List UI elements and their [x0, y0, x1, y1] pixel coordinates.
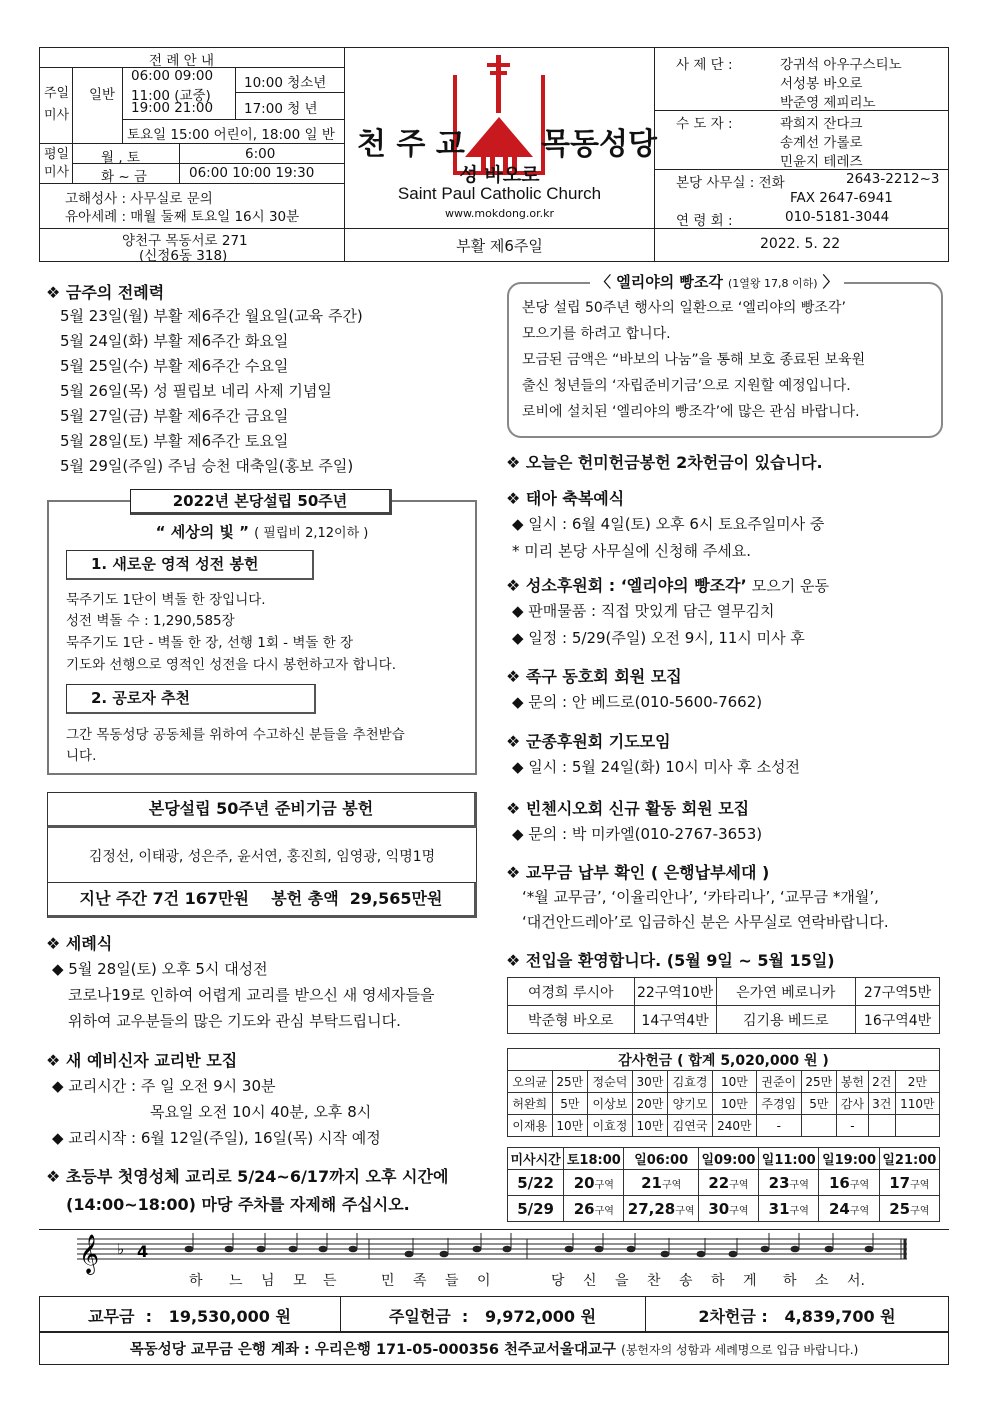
mass-district-unit: 구역 [910, 1179, 930, 1191]
elijah-line: 모으기를 하려고 합니다. [522, 326, 671, 342]
mass-district-number: 27,28 [627, 1199, 676, 1218]
lyric-syllable: 찬 [647, 1273, 661, 1289]
baptism-line: ◆ 5월 28일(토) 오후 5시 대성전 [52, 960, 268, 978]
first-communion-line: ❖ 초등부 첫영성체 교리로 5/24~6/17까지 오후 시간에 [46, 1167, 449, 1186]
tue-fri: 화 ~ 금 [101, 169, 147, 185]
divider [39, 183, 345, 184]
office-phone[interactable]: 2643-2212~3 [846, 171, 940, 187]
offering2-notice: ❖ 오늘은 헌미헌금봉헌 2차헌금이 있습니다. [506, 453, 823, 472]
welcome-table [507, 977, 940, 1034]
lyric-syllable: 들 [445, 1273, 459, 1289]
mass-district-unit: 구역 [729, 1205, 749, 1217]
vincent-title: ❖ 빈첸시오회 신규 활동 회원 모집 [506, 799, 750, 818]
english-name: Saint Paul Catholic Church [397, 184, 602, 203]
fetal-title: ❖ 태아 축복예식 [506, 489, 625, 508]
thanks-cell: 20만 [632, 1093, 668, 1115]
lyric-syllable: 느 [229, 1273, 243, 1289]
mass-header-cell: 토18:00 [564, 1148, 624, 1170]
svg-text:♭: ♭ [117, 1240, 125, 1258]
divider [235, 92, 345, 93]
anniversary-sub2: 2. 공로자 추천 [66, 684, 316, 714]
divider [122, 119, 345, 120]
thanks-cell [801, 1115, 837, 1137]
thanks-cell: 양기모 [668, 1093, 713, 1115]
sunday-label: 주일 미사 [44, 86, 70, 123]
thanks-row [508, 1093, 940, 1115]
fetal-line: ◆ 일시 : 6월 4일(토) 오후 6시 토요주일미사 중 [512, 515, 825, 533]
liturgy-item: 5월 23일(월) 부활 제6주간 월요일(교육 주간) [60, 307, 363, 325]
fax-number: FAX 2647-6941 [790, 190, 893, 206]
mass-district-number: 31 [768, 1199, 790, 1218]
divider [72, 163, 345, 164]
military-line: ◆ 일시 : 5월 24일(화) 10시 미사 후 소성전 [512, 758, 801, 776]
mass-date-cell: 5/22 [508, 1170, 564, 1196]
mass-header-row [508, 1148, 940, 1170]
dues-title: ❖ 교무금 납부 확인 ( 은행납부세대 ) [506, 863, 770, 882]
lyric-syllable: 하 [189, 1273, 203, 1289]
liturgy-item: 5월 28일(토) 부활 제6주간 토요일 [60, 432, 289, 450]
mass-district-cell [624, 1170, 698, 1196]
mass-district-number: 24 [828, 1199, 850, 1218]
lyric-syllable: 이 [477, 1273, 491, 1289]
sub1-line: 기도와 선행으로 영적인 성전을 다시 봉헌하고자 합니다. [66, 657, 396, 673]
website[interactable]: www.mokdong.or.kr [444, 207, 555, 220]
elijah-line: 로비에 설치된 ‘엘리야의 빵조각’에 많은 관심 바랍니다. [522, 404, 860, 420]
infant-baptism: 유아세례 : 매월 둘째 토요일 16시 30분 [65, 209, 300, 225]
thanks-title: 감사헌금 ( 합계 5,020,000 원 ) [508, 1049, 940, 1071]
welcome-name: 김기용 베드로 [716, 1006, 856, 1034]
baptism-line: 위하여 교우분들의 많은 기도와 관심 부탁드립니다. [68, 1012, 401, 1030]
thanks-cell: 3건 [868, 1093, 895, 1115]
thanks-cell: 주경임 [757, 1093, 802, 1115]
mass-row [508, 1170, 940, 1196]
lyrics-row [39, 1270, 949, 1292]
mass-district-number: 22 [708, 1173, 730, 1192]
thanks-table [507, 1048, 940, 1137]
legion-phone[interactable]: 010-5181-3044 [785, 209, 890, 225]
mass-district-cell [564, 1196, 624, 1222]
mass-district-unit: 구역 [789, 1205, 809, 1217]
thanks-cell: 240만 [712, 1115, 756, 1137]
schedule-block [39, 47, 345, 262]
anniversary-sub1: 1. 새로운 영적 성전 봉헌 [66, 550, 314, 580]
liturgy-item: 5월 27일(금) 부활 제6주간 금요일 [60, 407, 289, 425]
liturgy-item: 5월 24일(화) 부활 제6주간 화요일 [60, 332, 289, 350]
liturgy-item: 5월 26일(목) 성 필립보 네리 사제 기념일 [60, 382, 332, 400]
liturgy-title: ❖ 금주의 전례력 [46, 283, 165, 302]
church-logo [345, 47, 657, 228]
catechumen-line: ◆ 교리시작 : 6월 12일(주일), 16일(목) 시작 예정 [52, 1129, 381, 1147]
thanks-cell [868, 1115, 895, 1137]
mass-header-cell: 미사시간 [508, 1148, 564, 1170]
sisters-label: 수 도 자 : [676, 116, 733, 132]
lyric-syllable: 족 [413, 1273, 427, 1289]
svg-text:𝄞: 𝄞 [79, 1234, 100, 1274]
elijah-line: 모금된 금액은 “바보의 나눔”을 통해 보호 종료된 보육원 [522, 352, 866, 368]
mass-district-cell [759, 1196, 819, 1222]
schedule-title: 전 례 안 내 [149, 53, 215, 69]
footer-second-offering: 2차헌금 : 4,839,700 원 [698, 1307, 896, 1326]
mass-district-number: 21 [641, 1173, 662, 1192]
thanks-row [508, 1115, 940, 1137]
saturday-line: 토요일 15:00 어린이, 18:00 일 반 [127, 127, 335, 143]
mass-district-number: 25 [889, 1199, 911, 1218]
mass-table [507, 1147, 940, 1222]
mass-district-unit: 구역 [789, 1179, 809, 1191]
anniversary-motto-row [47, 521, 477, 542]
divider [345, 228, 949, 229]
vincent-line: ◆ 문의 : 박 미카엘(010-2767-3653) [512, 825, 763, 843]
youth-time: 10:00 청소년 [244, 75, 327, 91]
bank-account: 목동성당 교무금 은행 계좌 : 우리은행 171-05-000356 천주교서울대교구 [129, 1342, 617, 1358]
tue-fri-times: 06:00 10:00 19:30 [189, 165, 315, 181]
lyric-syllable: 든 [323, 1273, 337, 1289]
anniversary-motto-ref: ( 필립비 2,12이하 ) [254, 526, 369, 541]
lyric-syllable: 게 [743, 1273, 757, 1289]
mass-header-cell: 일21:00 [879, 1148, 939, 1170]
first-communion-line: (14:00~18:00) 마당 주차를 자제해 주십시오. [66, 1195, 410, 1214]
mass-district-number: 30 [708, 1199, 730, 1218]
regular-time-2: 11:00 (교중) [131, 88, 211, 104]
footer-bank [39, 1332, 949, 1365]
divider [654, 110, 949, 111]
lyric-syllable: 서. [847, 1273, 865, 1289]
mass-district-cell [759, 1170, 819, 1196]
priests-label: 사 제 단 : [676, 57, 733, 73]
thanks-cell: 10만 [632, 1115, 668, 1137]
mass-district-number: 26 [573, 1199, 595, 1218]
baptism-title: ❖ 세례식 [46, 934, 113, 953]
regular-time-3: 19:00 21:00 [131, 100, 214, 116]
regular-time-1: 06:00 09:00 [131, 68, 214, 84]
sister-1: 곽희지 잔다크 [780, 116, 863, 132]
thanks-cell: 이효정 [588, 1115, 633, 1137]
mass-district-cell [564, 1170, 624, 1196]
thanks-cell: 5만 [801, 1093, 837, 1115]
elijah-close: 〉 [822, 273, 838, 291]
welcome-district: 16구역4반 [856, 1006, 940, 1034]
sacred-title: ❖ 성소후원회 : ‘엘리야의 빵조각’ [506, 576, 747, 595]
sub1-line: 묵주기도 1단 - 벽돌 한 장, 선행 1회 - 벽돌 한 장 [66, 635, 354, 651]
thanks-cell: 허완희 [508, 1093, 553, 1115]
sacred-line: ◆ 일정 : 5/29(주일) 오전 9시, 11시 미사 후 [512, 629, 805, 647]
weekday-label: 평일 미사 [44, 147, 70, 180]
sub1-line: 성전 벽돌 수 : 1,290,585장 [66, 613, 235, 629]
liturgy-item: 5월 25일(수) 부활 제6주간 수요일 [60, 357, 289, 375]
young-adult-time: 17:00 청 년 [244, 101, 318, 117]
church-name-left: 천 주 교 [357, 127, 465, 162]
lyric-syllable: 하 [783, 1273, 797, 1289]
mass-district-number: 17 [889, 1173, 911, 1192]
sacred-title-tail: 모으기 운동 [751, 577, 829, 595]
mass-district-cell [819, 1196, 879, 1222]
priest-2: 서성봉 바오로 [780, 76, 863, 92]
elijah-line: 출신 청년들의 ‘자립준비기금’으로 지원할 예정입니다. [522, 378, 851, 394]
lyric-syllable: 하 [711, 1273, 725, 1289]
liturgy-item: 5월 29일(주일) 주님 승천 대축일(홍보 주일) [60, 457, 354, 475]
thanks-cell: 정순덕 [588, 1071, 633, 1093]
military-title: ❖ 군종후원회 기도모임 [506, 732, 671, 751]
soccer-line: ◆ 문의 : 안 베드로(010-5600-7662) [512, 693, 763, 711]
mass-district-cell [698, 1170, 758, 1196]
thanks-cell: 5만 [552, 1093, 588, 1115]
mass-district-cell [698, 1196, 758, 1222]
mass-district-unit: 구역 [849, 1179, 870, 1191]
confession: 고해성사 : 사무실로 문의 [65, 191, 213, 207]
thanks-cell: 2만 [895, 1071, 939, 1093]
thanks-cell: 이상보 [588, 1093, 633, 1115]
thanks-cell: 2건 [868, 1071, 895, 1093]
mass-district-cell [879, 1196, 939, 1222]
sacred-line: ◆ 판매물품 : 직접 맛있게 담근 열무김치 [512, 602, 775, 620]
thanks-cell: 김연국 [668, 1115, 713, 1137]
catechumen-line: ◆ 교리시간 : 주 일 오전 9시 30분 [52, 1077, 276, 1095]
catechumen-line: 목요일 오전 10시 40분, 오후 8시 [150, 1103, 372, 1121]
dues-line: ‘대건안드레아’로 입금하신 분은 사무실로 연락바랍니다. [522, 913, 889, 931]
welcome-name: 은가연 베로니카 [716, 978, 856, 1006]
sister-3: 민윤지 테레즈 [780, 154, 863, 170]
thanks-cell: 25만 [801, 1071, 837, 1093]
mass-district-unit: 구역 [675, 1205, 695, 1217]
elijah-line: 본당 설립 50주년 행사의 일환으로 ‘엘리야의 빵조각’ [522, 300, 846, 316]
mass-district-number: 20 [573, 1173, 595, 1192]
legion-label: 연 령 회 : [676, 213, 733, 229]
mass-row [508, 1196, 940, 1222]
mass-district-unit: 구역 [661, 1179, 682, 1191]
thanks-cell [895, 1115, 939, 1137]
church-name-right: 목동성당 [541, 127, 657, 162]
welcome-district: 22구역10반 [634, 978, 716, 1006]
welcome-district: 14구역4반 [634, 1006, 716, 1034]
lyric-syllable: 을 [615, 1273, 629, 1289]
lyric-syllable: 민 [381, 1273, 395, 1289]
lyric-syllable: 송 [679, 1273, 693, 1289]
lyric-syllable: 님 [261, 1273, 275, 1289]
welcome-title: ❖ 전입을 환영합니다. (5월 9일 ~ 5월 15일) [506, 951, 835, 970]
elijah-title-row [590, 271, 844, 292]
dues-line: ‘*월 교무금’, ‘이율리안나’, ‘카타리나’, ‘교무금 *개월’, [522, 888, 879, 906]
office-label: 본당 사무실 : 전화 [676, 175, 785, 191]
fund-donors: 김정선, 이태광, 성은주, 윤서연, 홍진희, 임영광, 익명1명 [88, 849, 436, 865]
mass-district-unit: 구역 [729, 1179, 749, 1191]
mass-district-unit: 구역 [594, 1205, 614, 1217]
mass-district-cell [819, 1170, 879, 1196]
divider [122, 67, 123, 143]
mass-district-number: 16 [828, 1173, 850, 1192]
mass-district-cell [879, 1170, 939, 1196]
mass-district-cell [624, 1196, 698, 1222]
elijah-title: 〈 엘리야의 빵조각 [596, 273, 723, 291]
mass-header-cell: 일09:00 [698, 1148, 758, 1170]
soccer-title: ❖ 족구 동호회 회원 모집 [506, 667, 682, 686]
elijah-ref: (1열왕 17,8 이하) [727, 277, 818, 290]
mass-district-unit: 구역 [594, 1179, 614, 1191]
mass-district-number: 23 [768, 1173, 790, 1192]
regular-label: 일반 [89, 87, 116, 103]
fetal-line: * 미리 본당 사무실에 신청해 주세요. [512, 542, 751, 560]
mass-district-unit: 구역 [910, 1205, 930, 1217]
anniversary-motto: “ 세상의 빛 ” [155, 523, 249, 541]
mass-header-cell: 일06:00 [624, 1148, 698, 1170]
fund-title: 본당설립 50주년 준비기금 봉헌 [47, 792, 477, 828]
thanks-cell: 이재용 [508, 1115, 553, 1137]
thanks-cell: 감사 [837, 1093, 869, 1115]
svg-text:4: 4 [137, 1242, 149, 1261]
priest-1: 강귀석 아우구스티노 [780, 57, 902, 73]
lyric-syllable: 소 [815, 1273, 829, 1289]
thanks-cell: - [837, 1115, 869, 1137]
priest-3: 박준영 제피리노 [780, 95, 876, 111]
mass-date-cell: 5/29 [508, 1196, 564, 1222]
thanks-cell: 봉헌 [837, 1071, 869, 1093]
thanks-cell: 30만 [632, 1071, 668, 1093]
thanks-cell: 10만 [712, 1093, 756, 1115]
anniversary-title: 2022년 본당설립 50주년 [130, 489, 392, 515]
thanks-cell: 110만 [895, 1093, 939, 1115]
mass-header-cell: 일19:00 [819, 1148, 879, 1170]
thanks-cell: 오의균 [508, 1071, 553, 1093]
mon-sat-time: 6:00 [245, 146, 276, 162]
issue-date: 2022. 5. 22 [760, 236, 841, 252]
footer-sunday-offering: 주일헌금 : 9,972,000 원 [388, 1307, 597, 1326]
lyric-syllable: 신 [583, 1273, 597, 1289]
week-title: 부활 제6주일 [456, 237, 543, 255]
sacred-title-row [506, 573, 829, 596]
catechumen-title: ❖ 새 예비신자 교리반 모집 [46, 1051, 238, 1070]
sub1-line: 묵주기도 1단이 벽돌 한 장입니다. [66, 592, 266, 608]
welcome-name: 박준형 바오로 [508, 1006, 635, 1034]
address: 양천구 목동서로 271 [122, 233, 248, 249]
welcome-district: 27구역5반 [856, 978, 940, 1006]
thanks-cell: 권준이 [757, 1071, 802, 1093]
thanks-cell: - [757, 1115, 802, 1137]
patron-name: 성 바오로 [459, 164, 540, 186]
bank-note: (봉헌자의 성함과 세례명으로 입금 바랍니다.) [621, 1343, 859, 1357]
fund-summary: 지난 주간 7건 167만원 봉헌 총액 29,565만원 [47, 882, 477, 918]
footer-dues: 교무금 : 19,530,000 원 [88, 1307, 291, 1326]
sister-2: 송계선 가롤로 [780, 135, 863, 151]
thanks-row [508, 1071, 940, 1093]
thanks-cell: 김효경 [668, 1071, 713, 1093]
mon-sat: 월 , 토 [101, 150, 140, 166]
thanks-cell: 10만 [712, 1071, 756, 1093]
lyric-syllable: 모 [293, 1273, 307, 1289]
mass-header-cell: 일11:00 [759, 1148, 819, 1170]
divider [654, 47, 655, 262]
sub2-line: 그간 목동성당 공동체를 위하여 수고하신 분들을 추천받습 [66, 727, 405, 743]
divider [39, 143, 345, 144]
thanks-cell: 25만 [552, 1071, 588, 1093]
baptism-line: 코로나19로 인하여 어렵게 교리를 받으신 새 영세자들을 [68, 986, 435, 1004]
sub2-line: 니다. [66, 748, 97, 764]
mass-district-unit: 구역 [849, 1205, 870, 1217]
thanks-cell: 10만 [552, 1115, 588, 1137]
lyric-syllable: 당 [551, 1273, 565, 1289]
welcome-name: 여경희 루시아 [508, 978, 635, 1006]
divider [235, 67, 236, 119]
divider [654, 169, 949, 170]
address-old: (신정6동 318) [139, 248, 228, 264]
